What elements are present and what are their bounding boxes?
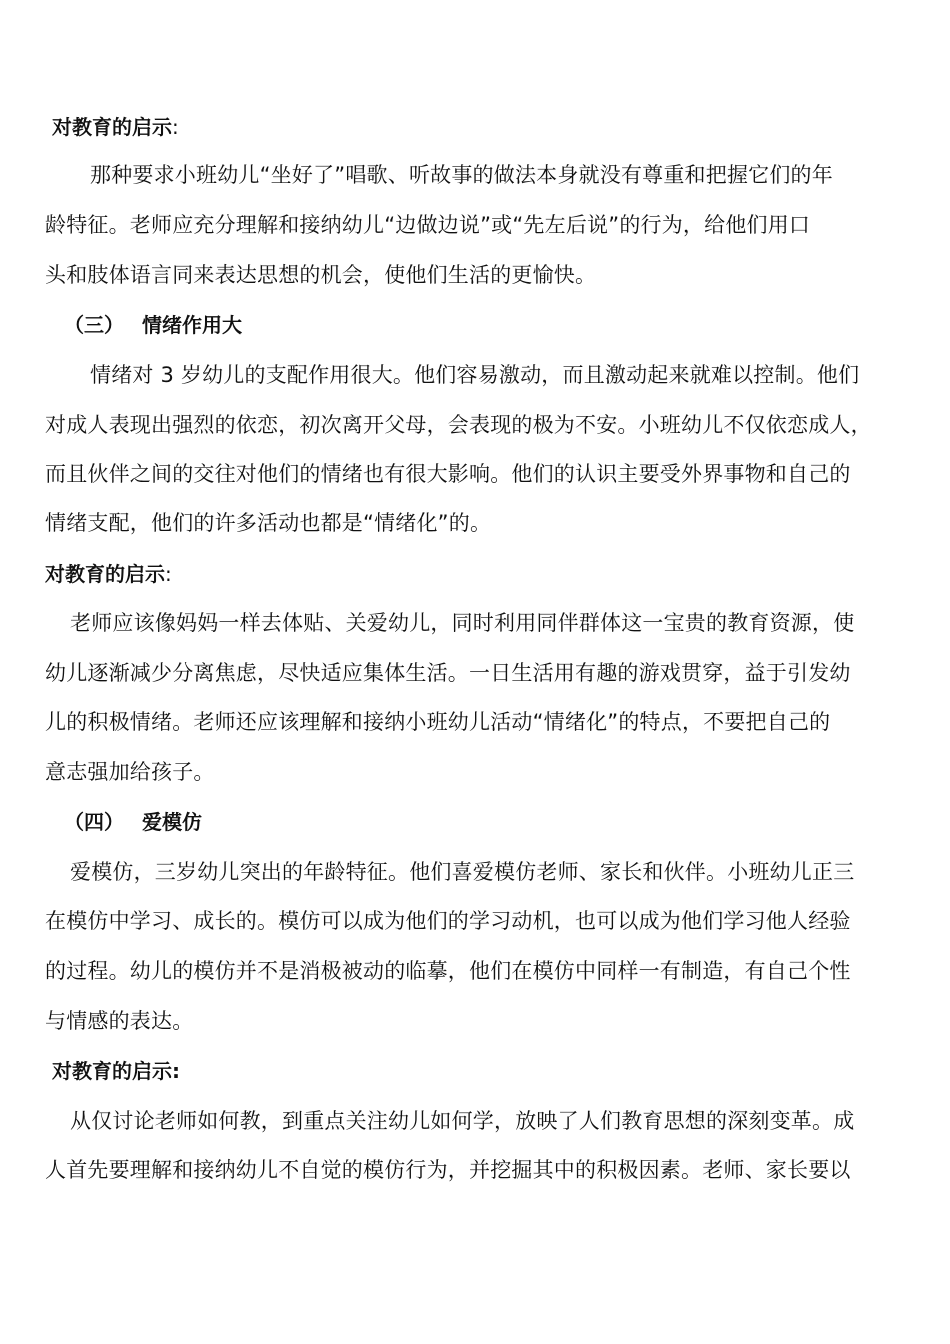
section-title-3 (64, 310, 242, 340)
section-number: （四） (64, 810, 124, 834)
paragraph-line: 老师应该像妈妈一样去体贴、关爱幼儿，同时利用同伴群体这一宝贵的教育资源，使 (70, 611, 855, 635)
paragraph-line: 对成人表现出强烈的依恋，初次离开父母，会表现的极为不安。小班幼儿不仅依恋成人， (45, 413, 872, 437)
paragraph-line: 龄特征。老师应充分理解和接纳幼儿“边做边说”或“先左后说”的行为，给他们用口 (45, 213, 811, 237)
section-title-text: 爱模仿 (142, 810, 202, 834)
heading-colon: : (172, 115, 179, 139)
section-title-4 (64, 807, 202, 837)
heading-text: 对教育的启示 (52, 115, 172, 139)
heading-education-insight-1 (52, 112, 179, 142)
paragraph-line: 与情感的表达。 (45, 1009, 194, 1033)
paragraph-line: 情绪支配，他们的许多活动也都是“情绪化”的。 (45, 511, 492, 535)
heading-education-insight-2 (45, 559, 172, 589)
paragraph-line: 头和肢体语言同来表达思想的机会，使他们生活的更愉快。 (45, 263, 597, 287)
paragraph-line: 儿的积极情绪。老师还应该理解和接纳小班幼儿活动“情绪化”的特点，不要把自己的 (45, 710, 831, 734)
heading-colon: : (165, 562, 172, 586)
heading-education-insight-3 (52, 1056, 180, 1086)
heading-text: 对教育的启示 (45, 562, 165, 586)
paragraph-line: 而且伙伴之间的交往对他们的情绪也有很大影响。他们的认识主要受外界事物和自己的 (45, 462, 851, 486)
paragraph-line: 爱模仿，三岁幼儿突出的年龄特征。他们喜爱模仿老师、家长和伙伴。小班幼儿正三 (70, 860, 855, 884)
section-title-text: 情绪作用大 (142, 313, 242, 337)
paragraph-line: 人首先要理解和接纳幼儿不自觉的模仿行为，并挖掘其中的积极因素。老师、家长要以 (45, 1158, 851, 1182)
paragraph-line: 幼儿逐渐减少分离焦虑，尽快适应集体生活。一日生活用有趣的游戏贯穿，益于引发幼 (45, 661, 851, 685)
paragraph-line: 的过程。幼儿的模仿并不是消极被动的临摹，他们在模仿中同样一有制造，有自己个性 (45, 959, 851, 983)
paragraph-line: 意志强加给孩子。 (45, 760, 215, 784)
paragraph-line: 在模仿中学习、成长的。模仿可以成为他们的学习动机，也可以成为他们学习他人经验 (45, 909, 851, 933)
section-number: （三） (64, 313, 124, 337)
paragraph-line: 从仅讨论老师如何教，到重点关注幼儿如何学，放映了人们教育思想的深刻变革。成 (70, 1109, 855, 1133)
heading-text: 对教育的启示: (52, 1059, 180, 1083)
paragraph-line: 那种要求小班幼儿“坐好了”唱歌、听故事的做法本身就没有尊重和把握它们的年 (90, 163, 833, 187)
paragraph-line: 情绪对 3 岁幼儿的支配作用很大。他们容易激动，而且激动起来就难以控制。他们 (90, 363, 860, 387)
